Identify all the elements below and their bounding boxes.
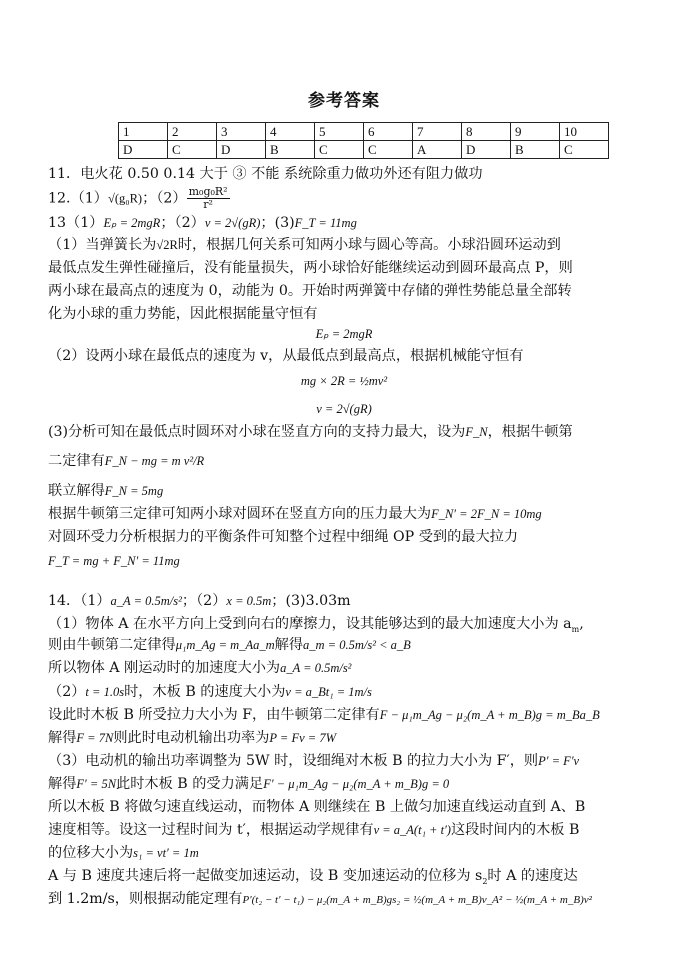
paragraph-13-3-line-3 bbox=[48, 482, 163, 500]
text-segment: 的位移大小为 bbox=[48, 845, 134, 861]
text-segment: （1）当弹簧长为 bbox=[48, 237, 157, 253]
text-segment: 时，根据几何关系可知两小球与圆心等高。小球沿圆环运动到 bbox=[177, 237, 561, 253]
text-segment: 时 A 的速度达 bbox=[487, 868, 578, 884]
paragraph-14-3-line-3: 所以木板 B 将做匀速直线运动，而物体 A 则继续在 B 上做匀加速直线运动直到 A、B bbox=[48, 799, 586, 815]
text-segment: 所以物体 A 刚运动时的加速度大小为 bbox=[48, 660, 281, 676]
formula-aA: a_A = 0.5m/s² bbox=[280, 661, 352, 675]
formula-F7N: F = 7N bbox=[76, 731, 114, 745]
paragraph-13-1-line-4: 化为小球的重力势能，因此根据能量守恒有 bbox=[48, 306, 318, 322]
text-segment: 时，木板 B 的速度大小为 bbox=[124, 684, 286, 700]
paragraph-14-3-line-4 bbox=[48, 821, 579, 839]
paragraph-13-3-line-4 bbox=[48, 505, 542, 523]
formula-t: t = 1.0s bbox=[85, 685, 125, 699]
text-segment: 则此时电动机输出功率为 bbox=[113, 730, 270, 746]
answer-table-number-cell: 5 bbox=[315, 123, 364, 141]
formula-balance: F′ − μ₁m_Ag − μ₂(m_A + m_B)g = 0 bbox=[263, 777, 450, 791]
answer-13-label-1: 13（1） bbox=[48, 215, 104, 231]
answer-table-number-cell: 7 bbox=[413, 123, 462, 141]
formula-P7W: P = Fv = 7W bbox=[269, 731, 337, 745]
answer-table bbox=[118, 122, 609, 159]
page-title: 参考答案 bbox=[308, 91, 380, 111]
answer-table-answer-cell: B bbox=[511, 141, 560, 159]
text-segment: 这段时间内的木板 B bbox=[450, 822, 580, 838]
answer-14 bbox=[48, 592, 351, 610]
formula-13-2: v = 2√(gR) bbox=[204, 216, 261, 230]
formula-newton-B: F − μ₁m_Ag − μ₂(m_A + m_B)g = m_Ba_B bbox=[379, 708, 600, 722]
paragraph-14-1-line-3 bbox=[48, 659, 351, 677]
answer-table-answer-cell: D bbox=[119, 141, 168, 159]
paragraph-14-3-line-5 bbox=[48, 844, 199, 862]
text-segment: 解得 bbox=[48, 776, 77, 792]
answer-table-number-cell: 9 bbox=[511, 123, 560, 141]
answer-table-number-cell: 8 bbox=[462, 123, 511, 141]
paragraph-14-1-line-2 bbox=[48, 636, 411, 654]
formula-13-3: F_T = 11mg bbox=[294, 216, 357, 230]
formula-mechanical-energy: mg × 2R = ½mv² bbox=[300, 374, 388, 388]
formula-P-prime: P′ = F′v bbox=[538, 754, 580, 768]
answer-table-number-row bbox=[119, 123, 609, 141]
answer-table-answer-cell: D bbox=[462, 141, 511, 159]
text-segment: ；(3)3.03m bbox=[271, 593, 351, 609]
text-segment: 二定律有 bbox=[48, 453, 105, 469]
formula-s1: s₁ = vt′ = 1m bbox=[133, 846, 199, 860]
answer-13-label-2: ；（2） bbox=[160, 215, 205, 231]
text-segment: (3)分析可知在最低点时圆环对小球在竖直方向的支持力最大，设为 bbox=[48, 424, 466, 440]
formula-FN: F_N bbox=[465, 425, 488, 439]
text-segment: 此时木板 B 的受力满足 bbox=[116, 776, 264, 792]
formula-FN-10mg: F_N′ = 2F_N = 10mg bbox=[431, 507, 542, 521]
answer-12-label-2: ；（2） bbox=[142, 190, 187, 207]
formula-am: a_m = 0.5m/s² < a_B bbox=[303, 638, 411, 652]
text-segment: 速度相等。设这一过程时间为 t′，根据运动学规律有 bbox=[48, 822, 374, 838]
formula-friction: μ₁m_Ag = m_Aa_m bbox=[175, 638, 275, 652]
answer-13-label-3: ；(3) bbox=[260, 215, 295, 231]
formula-vB: v = a_Bt₁ = 1m/s bbox=[285, 685, 372, 699]
paragraph-14-3-line-7 bbox=[48, 890, 592, 909]
paragraph-14-3-line-2 bbox=[48, 775, 449, 793]
formula-sqrt2R: √2R bbox=[156, 238, 178, 252]
paragraph-13-3-line-5: 对圆环受力分析根据力的平衡条件可知整个过程中细绳 OP 受到的最大拉力 bbox=[48, 529, 519, 545]
text-segment: 设此时木板 B 所受拉力大小为 F，由牛顿第二定律有 bbox=[48, 707, 380, 723]
paragraph-14-2-line-2 bbox=[48, 706, 600, 724]
answer-table-answer-row bbox=[119, 141, 609, 159]
formula-F5N: F′ = 5N bbox=[76, 777, 117, 791]
text-segment: 则由牛顿第二定律得 bbox=[48, 637, 176, 653]
answer-13 bbox=[48, 214, 357, 232]
text-segment: （3）电动机的输出功率调整为 5W 时，设细绳对木板 B 的拉力大小为 F′，则 bbox=[48, 753, 539, 769]
answer-table-answer-cell: A bbox=[413, 141, 462, 159]
paragraph-13-2: （2）设两小球在最低点的速度为 v，从最低点到最高点，根据机械能守恒有 bbox=[48, 348, 524, 364]
text-segment: 联立解得 bbox=[48, 483, 105, 499]
paragraph-13-1-line-2: 最低点发生弹性碰撞后，没有能量损失，两小球恰好能继续运动到圆环最高点 P，则 bbox=[48, 260, 573, 276]
paragraph-14-1-line-1: （1）物体 A 在水平方向上受到向右的摩擦力，设其能够达到的最大加速度大小为 $a_m$, bbox=[48, 616, 584, 634]
answer-table-number-cell: 10 bbox=[560, 123, 609, 141]
answer-table-number-cell: 2 bbox=[168, 123, 217, 141]
answer-table-answer-cell: C bbox=[315, 141, 364, 159]
answer-table-number-cell: 4 bbox=[266, 123, 315, 141]
paragraph-14-3-line-6: A 与 B 速度共速后将一起做变加速运动，设 B 变加速运动的位移为 $s_2$时 A 的速度达 bbox=[48, 868, 578, 886]
formula-velocity: v = 2√(gR) bbox=[316, 402, 372, 416]
answer-table-answer-cell: C bbox=[560, 141, 609, 159]
answer-table-number-cell: 1 bbox=[119, 123, 168, 141]
answer-table-answer-cell: C bbox=[364, 141, 413, 159]
formula-12-1: √(g₀R) bbox=[107, 191, 143, 206]
text-segment: 到 1.2m/s，则根据动能定理有 bbox=[48, 891, 243, 907]
text-segment: ，根据牛顿第 bbox=[487, 424, 573, 440]
formula-tension: F_T = mg + F_N′ = 11mg bbox=[48, 554, 180, 568]
formula-FN-5mg: F_N = 5mg bbox=[104, 484, 164, 498]
answer-table-number-cell: 3 bbox=[217, 123, 266, 141]
paragraph-14-2-line-1 bbox=[48, 683, 372, 701]
answer-table-number-cell: 6 bbox=[364, 123, 413, 141]
formula-newton-2: F_N − mg = m v²/R bbox=[104, 454, 205, 468]
answer-table-answer-cell: B bbox=[266, 141, 315, 159]
formula-energy: Eₚ = 2mgR bbox=[315, 327, 373, 341]
formula-v-common: v = a_A(t₁ + t′) bbox=[373, 823, 451, 837]
paragraph-13-3-line-1 bbox=[48, 423, 573, 441]
answer-12-label-1: 12.（1） bbox=[48, 190, 108, 207]
formula-14-1: a_A = 0.5m/s² bbox=[110, 594, 182, 608]
paragraph-14-3-line-1 bbox=[48, 752, 579, 770]
paragraph-14-2-line-3 bbox=[48, 729, 336, 747]
formula-kinetic-energy: P′(t₂ − t′ − t₁) − μ₂(m_A + m_B)gs₂ = ½(m_A + m_B)v_A² − ½(m_A + m_B)v² bbox=[242, 894, 592, 906]
text-segment: A 与 B 速度共速后将一起做变加速运动，设 B 变加速运动的位移为 s bbox=[48, 868, 483, 884]
answer-12 bbox=[48, 186, 230, 211]
text-segment: 根据牛顿第三定律可知两小球对圆环在竖直方向的压力最大为 bbox=[48, 506, 432, 522]
paragraph-13-1-line-3: 两小球在最高点的速度为 0，动能为 0。开始时两弹簧中存储的弹性势能总量全部转 bbox=[48, 283, 572, 299]
answer-11: 11．电火花 0.50 0.14 大于 ③ 不能 系统除重力做功外还有阻力做功 bbox=[48, 166, 483, 182]
text-segment: 14．（1） bbox=[48, 593, 111, 609]
paragraph-13-1-line-1 bbox=[48, 236, 561, 254]
answer-table-answer-cell: C bbox=[168, 141, 217, 159]
text-segment: （1）物体 A 在水平方向上受到向右的摩擦力，设其能够达到的最大加速度大小为 a bbox=[48, 616, 572, 632]
text-segment: （2） bbox=[48, 684, 86, 700]
answer-table-answer-cell: D bbox=[217, 141, 266, 159]
formula-13-1: Eₚ = 2mgR bbox=[103, 216, 161, 230]
text-segment: 解得 bbox=[274, 637, 304, 653]
paragraph-13-3-line-2 bbox=[48, 452, 204, 470]
formula-12-2: $\frac{\text{m₀g₀R²}}{\text{r²}}$ bbox=[188, 185, 228, 211]
text-segment: ；（2） bbox=[181, 593, 227, 609]
formula-14-2: x = 0.5m bbox=[226, 594, 272, 608]
text-segment: 解得 bbox=[48, 730, 77, 746]
